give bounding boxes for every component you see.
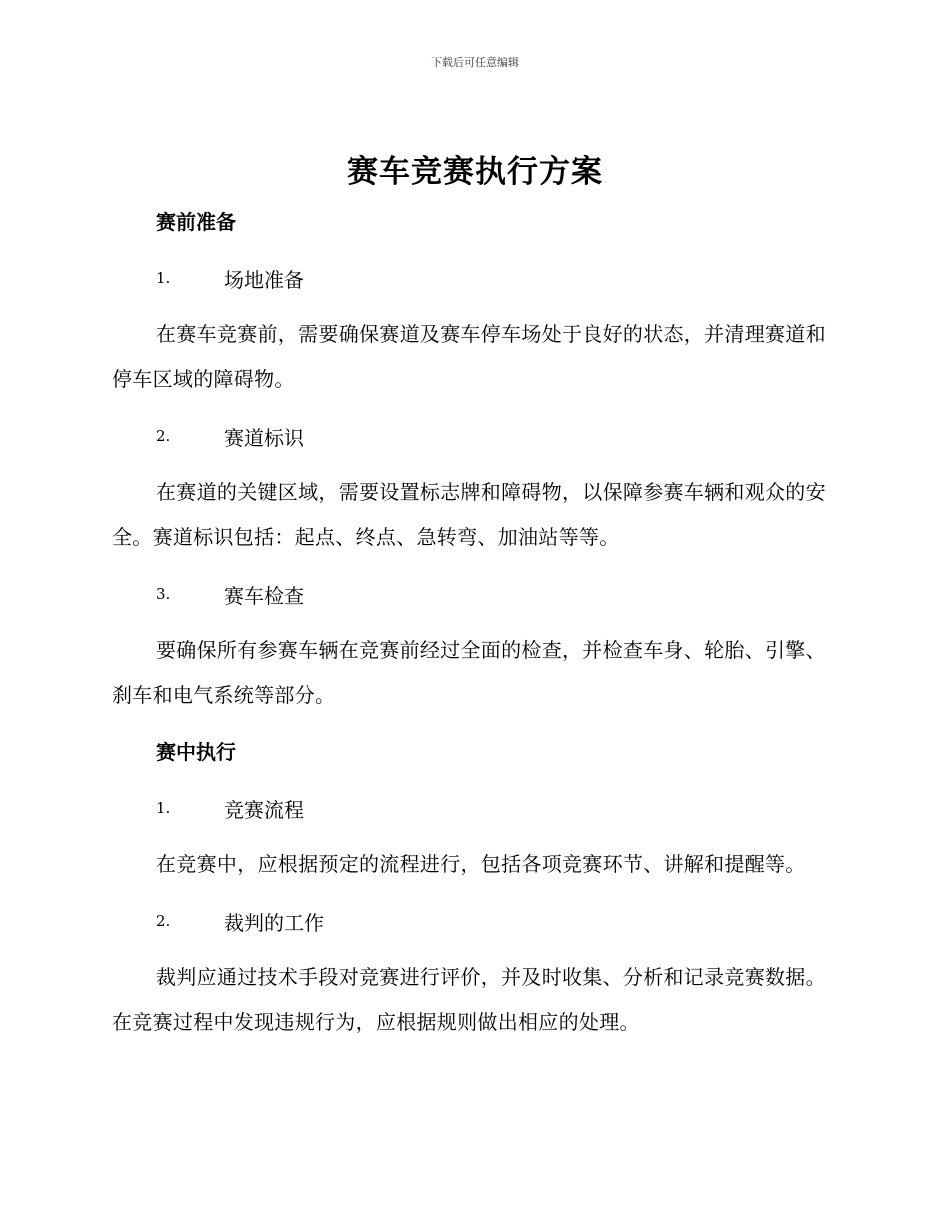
item-number: 2. [156,427,171,445]
item-title: 赛道标识 [224,425,304,450]
section-heading-during-race: 赛中执行 [156,740,236,764]
paragraph: 在赛车竞赛前，需要确保赛道及赛车停车场处于良好的状态，并清理赛道和停车区域的障碍物。 [112,322,826,391]
header-note: 下载后可任意编辑 [431,56,519,69]
paragraph: 在竞赛中，应根据预定的流程进行，包括各项竞赛环节、讲解和提醒等。 [156,852,806,876]
item-title: 竞赛流程 [224,797,304,822]
section-heading-pre-race: 赛前准备 [156,210,236,234]
item-title: 场地准备 [224,267,304,292]
paragraph: 要确保所有参赛车辆在竞赛前经过全面的检查，并检查车身、轮胎、引擎、刹车和电气系统等部分。 [112,638,826,707]
item-heading [156,258,836,298]
item-number: 1. [156,269,171,287]
item-number: 1. [156,799,171,817]
item-heading [156,788,836,828]
item-title: 裁判的工作 [224,910,324,935]
item-heading [156,574,836,614]
item-number: 2. [156,912,171,930]
paragraph: 裁判应通过技术手段对竞赛进行评价，并及时收集、分析和记录竞赛数据。在竞赛过程中发现违规行为，应根据规则做出相应的处理。 [112,965,826,1034]
item-heading [156,901,836,941]
item-heading [156,416,836,456]
document-title: 赛车竞赛执行方案 [347,154,603,190]
paragraph: 在赛道的关键区域，需要设置标志牌和障碍物，以保障参赛车辆和观众的安全。赛道标识包括：起点、终点、急转弯、加油站等等。 [112,480,826,549]
item-number: 3. [156,585,171,603]
item-title: 赛车检查 [224,583,304,608]
document-body [112,200,836,1045]
